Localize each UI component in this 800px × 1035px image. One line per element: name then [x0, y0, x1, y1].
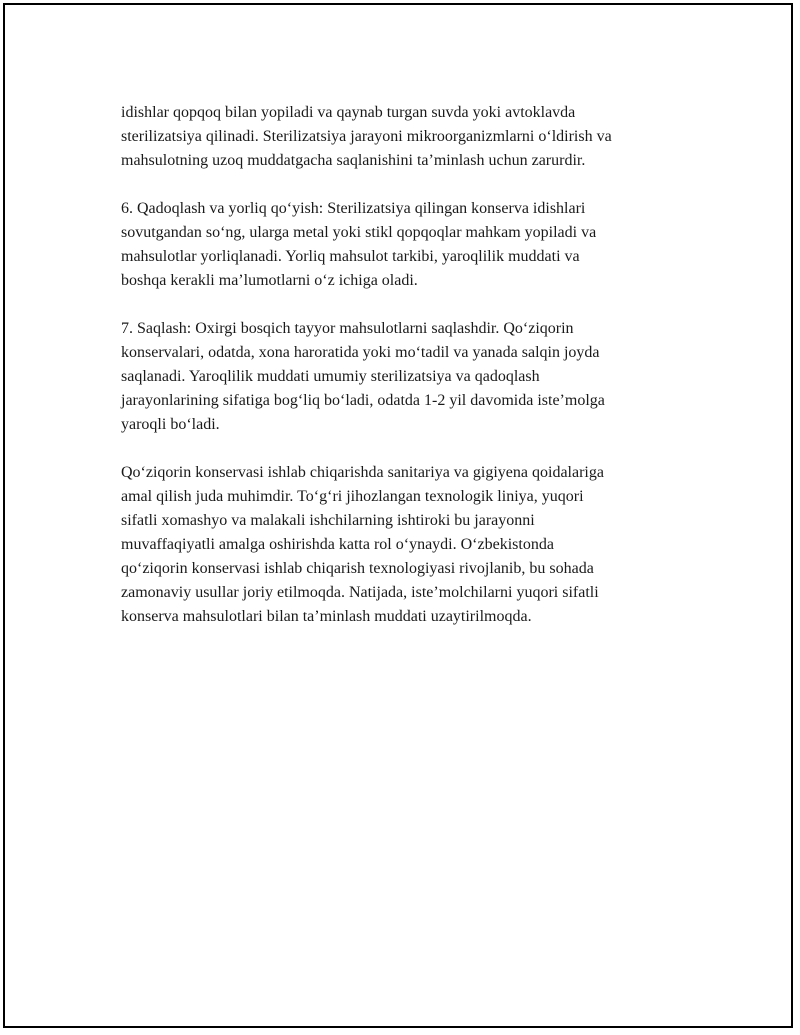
text-line: qo‘ziqorin konservasi ishlab chiqarish texnologiyasi rivojlanib, bu sohada [121, 560, 594, 577]
text-line: zamonaviy usullar joriy etilmoqda. Natijada, iste’molchilarni yuqori sifatli [121, 584, 599, 601]
text-line: idishlar qopqoq bilan yopiladi va qaynab turgan suvda yoki avtoklavda [121, 104, 576, 121]
paragraph-storage [121, 317, 691, 437]
document-body [121, 101, 691, 653]
text-line: sifatli xomashyo va malakali ishchilarning ishtiroki bu jarayonni [121, 512, 535, 529]
text-line: saqlanadi. Yaroqlilik muddati umumiy sterilizatsiya va qadoqlash [121, 368, 540, 385]
document-page [3, 3, 793, 1028]
text-line: amal qilish juda muhimdir. To‘g‘ri jihozlangan texnologik liniya, yuqori [121, 488, 584, 505]
text-line: 6. Qadoqlash va yorliq qo‘yish: Sterilizatsiya qilingan konserva idishlari [121, 200, 586, 217]
text-line: sovutgandan so‘ng, ularga metal yoki stikl qopqoqlar mahkam yopiladi va [121, 224, 597, 241]
text-line: boshqa kerakli ma’lumotlarni o‘z ichiga oladi. [121, 272, 418, 289]
paragraph-packaging-labeling [121, 197, 691, 293]
text-line: 7. Saqlash: Oxirgi bosqich tayyor mahsulotlarni saqlashdir. Qo‘ziqorin [121, 320, 574, 337]
text-line: mahsulotning uzoq muddatgacha saqlanishini ta’minlash uchun zarurdir. [121, 152, 586, 169]
text-line: Qo‘ziqorin konservasi ishlab chiqarishda sanitariya va gigiyena qoidalariga [121, 464, 604, 481]
text-line: mahsulotlar yorliqlanadi. Yorliq mahsulot tarkibi, yaroqlilik muddati va [121, 248, 580, 265]
paragraph-sterilization [121, 101, 691, 173]
text-line: konservalari, odatda, xona haroratida yoki mo‘tadil va yanada salqin joyda [121, 344, 600, 361]
text-line: sterilizatsiya qilinadi. Sterilizatsiya jarayoni mikroorganizmlarni o‘ldirish va [121, 128, 612, 145]
text-line: yaroqli bo‘ladi. [121, 416, 220, 433]
text-line: konserva mahsulotlari bilan ta’minlash muddati uzaytirilmoqda. [121, 608, 532, 625]
text-line: jarayonlarining sifatiga bog‘liq bo‘ladi, odatda 1-2 yil davomida iste’molga [121, 392, 605, 409]
text-line: muvaffaqiyatli amalga oshirishda katta rol o‘ynaydi. O‘zbekistonda [121, 536, 554, 553]
paragraph-conclusion [121, 461, 691, 629]
